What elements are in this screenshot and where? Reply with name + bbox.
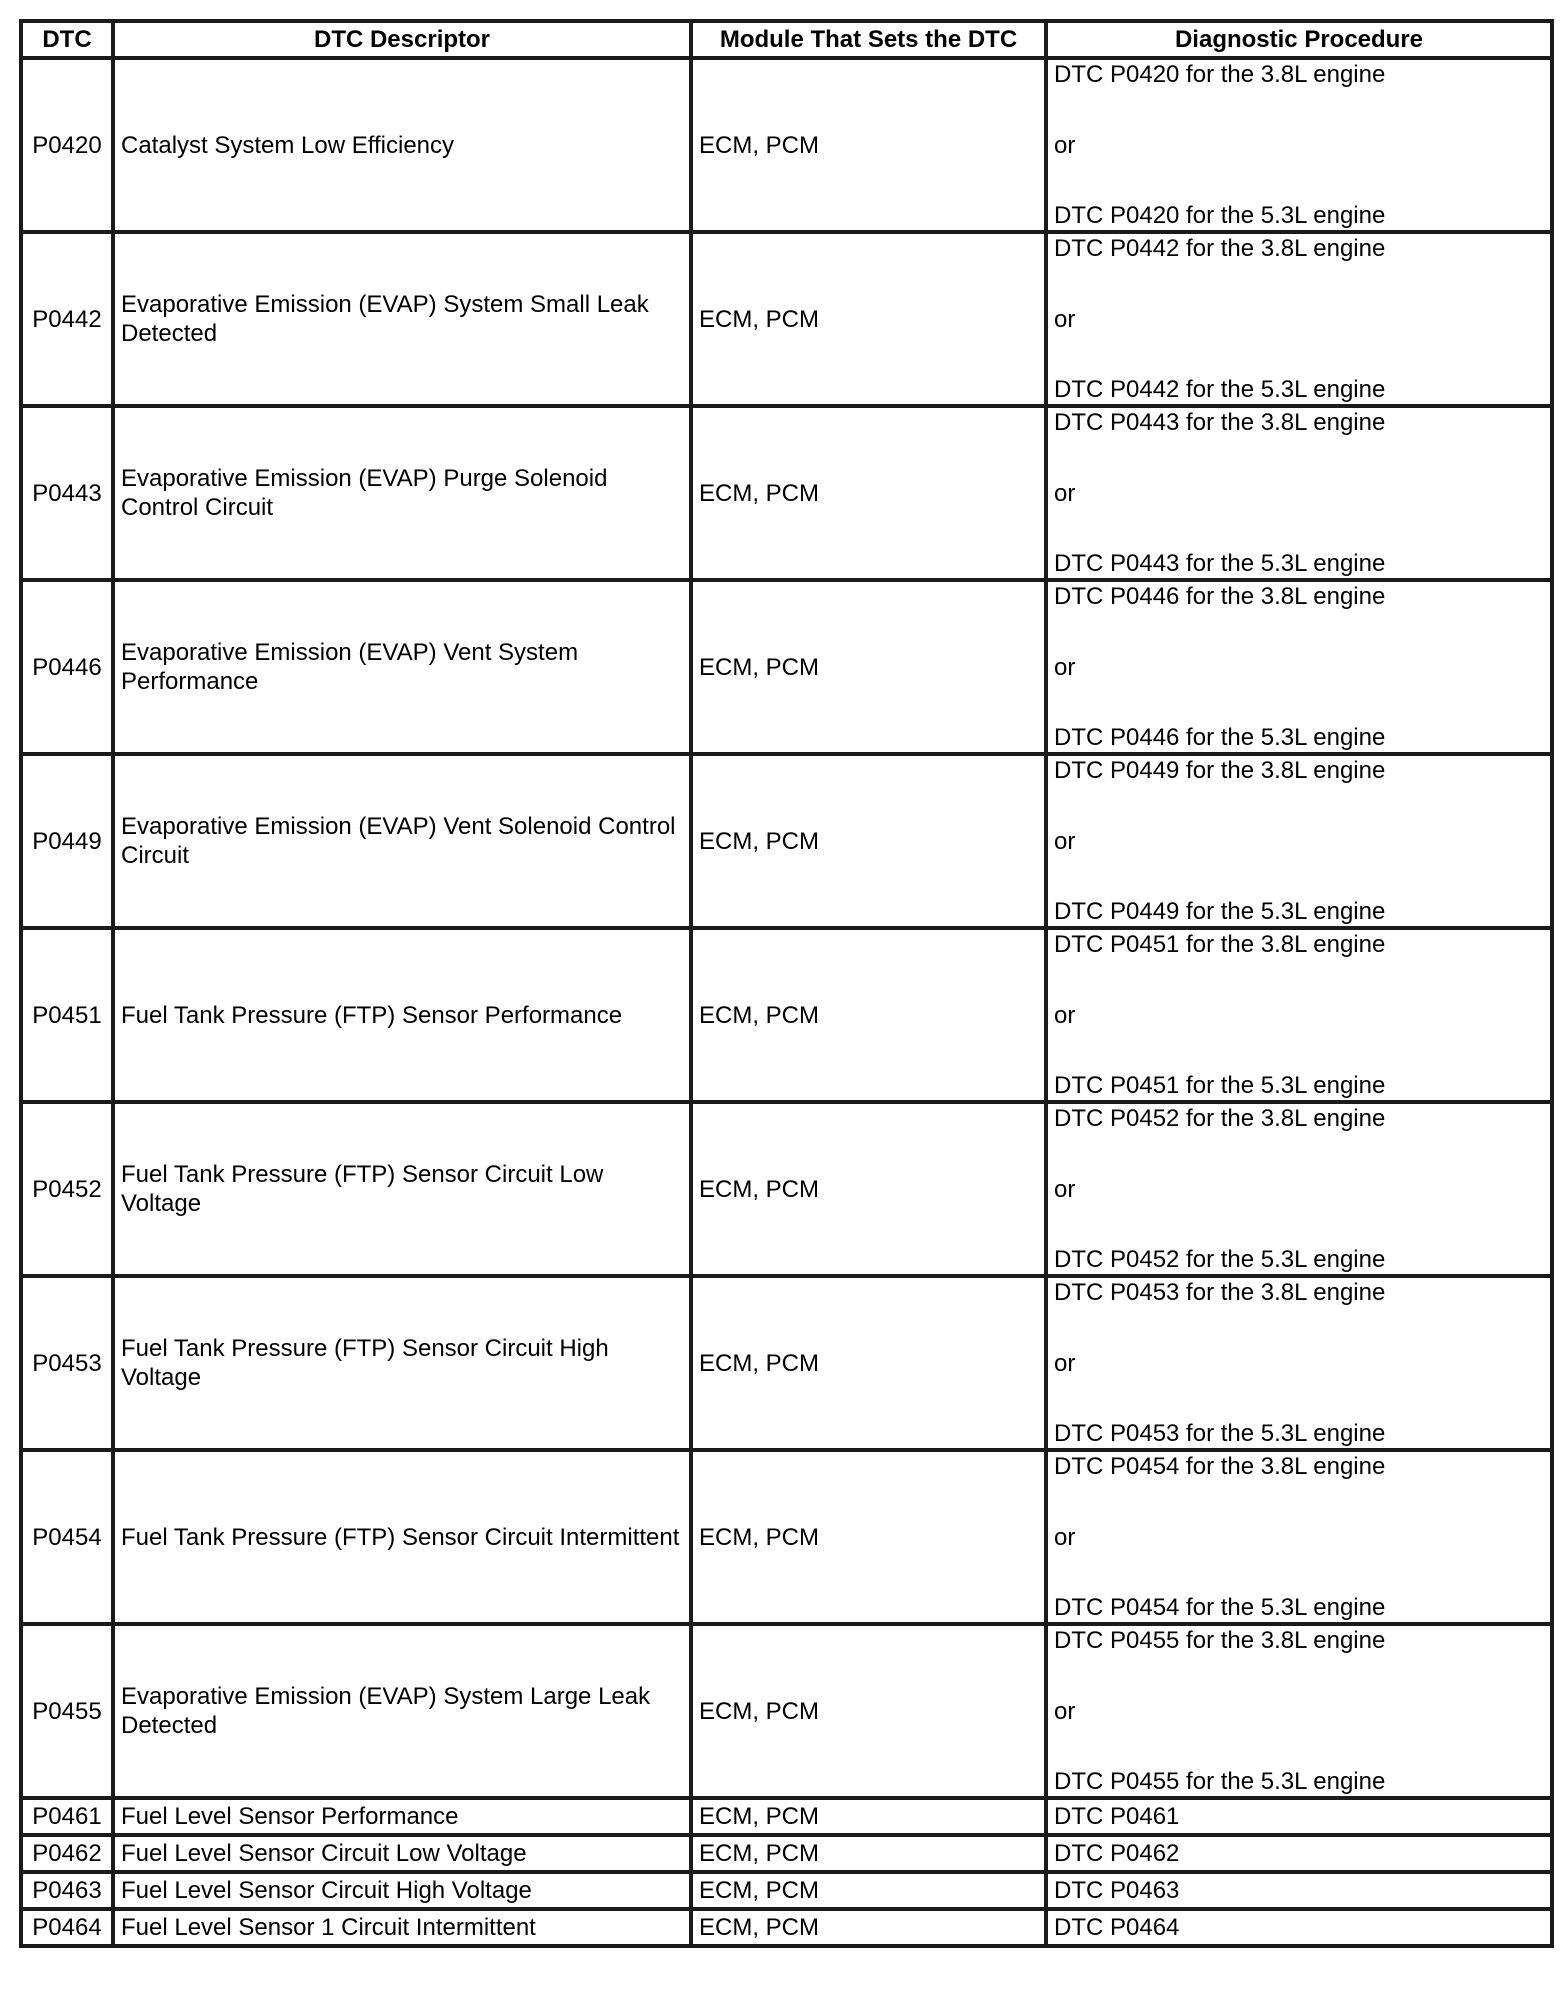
module: ECM, PCM [691,1276,1046,1450]
procedure-or: or [1054,1175,1076,1203]
procedure-link-5-3l[interactable]: DTC P0442 for the 5.3L engine [1054,376,1386,403]
procedure-link-5-3l[interactable]: DTC P0446 for the 5.3L engine [1054,724,1386,751]
module: ECM, PCM [691,1450,1046,1624]
procedure-link-5-3l[interactable]: DTC P0452 for the 5.3L engine [1054,1246,1386,1273]
procedure-link-3-8l[interactable]: DTC P0452 for the 3.8L engine [1054,1105,1386,1132]
procedure-or: or [1054,305,1076,333]
procedure-or: or [1054,1001,1076,1029]
header-diagnostic-procedure: Diagnostic Procedure [1046,21,1552,58]
module: ECM, PCM [691,1102,1046,1276]
header-dtc-descriptor: DTC Descriptor [113,21,691,58]
module: ECM, PCM [691,1909,1046,1946]
table-row [21,58,1552,232]
procedure-or: or [1054,1523,1076,1551]
table-row [21,1835,1552,1872]
procedure-or: or [1054,653,1076,681]
diagnostic-procedure [1046,1102,1552,1276]
dtc-code: P0451 [21,928,113,1102]
procedure-link-5-3l[interactable]: DTC P0443 for the 5.3L engine [1054,550,1386,577]
dtc-code: P0455 [21,1624,113,1798]
procedure-link-5-3l[interactable]: DTC P0453 for the 5.3L engine [1054,1420,1386,1447]
table-row [21,1624,1552,1798]
table-row [21,1909,1552,1946]
dtc-descriptor: Fuel Level Sensor Circuit Low Voltage [113,1835,691,1872]
table-row [21,406,1552,580]
diagnostic-procedure-link[interactable]: DTC P0462 [1046,1835,1552,1872]
table-row [21,580,1552,754]
table-row [21,1276,1552,1450]
diagnostic-procedure [1046,1276,1552,1450]
dtc-descriptor: Fuel Tank Pressure (FTP) Sensor Performance [113,928,691,1102]
table-row [21,928,1552,1102]
diagnostic-procedure [1046,232,1552,406]
dtc-code: P0452 [21,1102,113,1276]
dtc-descriptor: Fuel Level Sensor Circuit High Voltage [113,1872,691,1909]
dtc-descriptor: Fuel Tank Pressure (FTP) Sensor Circuit Intermittent [113,1450,691,1624]
diagnostic-procedure [1046,1624,1552,1798]
dtc-code: P0420 [21,58,113,232]
dtc-code: P0461 [21,1798,113,1835]
table-row [21,1102,1552,1276]
diagnostic-procedure [1046,58,1552,232]
dtc-descriptor: Evaporative Emission (EVAP) System Large Leak Detected [113,1624,691,1798]
table-row [21,232,1552,406]
dtc-table [19,19,1554,1948]
procedure-link-3-8l[interactable]: DTC P0443 for the 3.8L engine [1054,409,1386,436]
diagnostic-procedure-link[interactable]: DTC P0461 [1046,1798,1552,1835]
dtc-code: P0453 [21,1276,113,1450]
procedure-link-3-8l[interactable]: DTC P0420 for the 3.8L engine [1054,61,1386,88]
procedure-link-3-8l[interactable]: DTC P0454 for the 3.8L engine [1054,1453,1386,1480]
procedure-link-5-3l[interactable]: DTC P0451 for the 5.3L engine [1054,1072,1386,1099]
header-row [21,21,1552,58]
procedure-link-3-8l[interactable]: DTC P0451 for the 3.8L engine [1054,931,1386,958]
dtc-code: P0462 [21,1835,113,1872]
table-row [21,1798,1552,1835]
diagnostic-procedure [1046,928,1552,1102]
procedure-or: or [1054,1349,1076,1377]
procedure-or: or [1054,479,1076,507]
dtc-descriptor: Fuel Tank Pressure (FTP) Sensor Circuit High Voltage [113,1276,691,1450]
procedure-link-3-8l[interactable]: DTC P0442 for the 3.8L engine [1054,235,1386,262]
procedure-or: or [1054,1697,1076,1725]
dtc-code: P0463 [21,1872,113,1909]
module: ECM, PCM [691,1624,1046,1798]
table-row [21,1450,1552,1624]
diagnostic-procedure [1046,1450,1552,1624]
module: ECM, PCM [691,1872,1046,1909]
header-dtc: DTC [21,21,113,58]
table-row [21,754,1552,928]
procedure-link-5-3l[interactable]: DTC P0420 for the 5.3L engine [1054,202,1386,229]
diagnostic-procedure-link[interactable]: DTC P0463 [1046,1872,1552,1909]
procedure-link-3-8l[interactable]: DTC P0449 for the 3.8L engine [1054,757,1386,784]
table-row [21,1872,1552,1909]
diagnostic-procedure [1046,754,1552,928]
procedure-link-5-3l[interactable]: DTC P0455 for the 5.3L engine [1054,1768,1386,1795]
module: ECM, PCM [691,1798,1046,1835]
module: ECM, PCM [691,232,1046,406]
dtc-descriptor: Fuel Level Sensor Performance [113,1798,691,1835]
diagnostic-procedure [1046,580,1552,754]
dtc-descriptor: Catalyst System Low Efficiency [113,58,691,232]
dtc-code: P0464 [21,1909,113,1946]
module: ECM, PCM [691,754,1046,928]
dtc-code: P0454 [21,1450,113,1624]
dtc-descriptor: Evaporative Emission (EVAP) Purge Solenoid Control Circuit [113,406,691,580]
dtc-descriptor: Fuel Tank Pressure (FTP) Sensor Circuit Low Voltage [113,1102,691,1276]
module: ECM, PCM [691,580,1046,754]
procedure-or: or [1054,131,1076,159]
procedure-link-3-8l[interactable]: DTC P0453 for the 3.8L engine [1054,1279,1386,1306]
module: ECM, PCM [691,58,1046,232]
procedure-link-5-3l[interactable]: DTC P0454 for the 5.3L engine [1054,1594,1386,1621]
procedure-link-5-3l[interactable]: DTC P0449 for the 5.3L engine [1054,898,1386,925]
procedure-link-3-8l[interactable]: DTC P0455 for the 3.8L engine [1054,1627,1386,1654]
procedure-link-3-8l[interactable]: DTC P0446 for the 3.8L engine [1054,583,1386,610]
dtc-descriptor: Evaporative Emission (EVAP) Vent Solenoid Control Circuit [113,754,691,928]
dtc-code: P0442 [21,232,113,406]
procedure-or: or [1054,827,1076,855]
header-module: Module That Sets the DTC [691,21,1046,58]
dtc-descriptor: Fuel Level Sensor 1 Circuit Intermittent [113,1909,691,1946]
diagnostic-procedure [1046,406,1552,580]
dtc-code: P0446 [21,580,113,754]
module: ECM, PCM [691,1835,1046,1872]
diagnostic-procedure-link[interactable]: DTC P0464 [1046,1909,1552,1946]
dtc-code: P0449 [21,754,113,928]
dtc-code: P0443 [21,406,113,580]
dtc-descriptor: Evaporative Emission (EVAP) System Small Leak Detected [113,232,691,406]
dtc-descriptor: Evaporative Emission (EVAP) Vent System Performance [113,580,691,754]
module: ECM, PCM [691,406,1046,580]
module: ECM, PCM [691,928,1046,1102]
